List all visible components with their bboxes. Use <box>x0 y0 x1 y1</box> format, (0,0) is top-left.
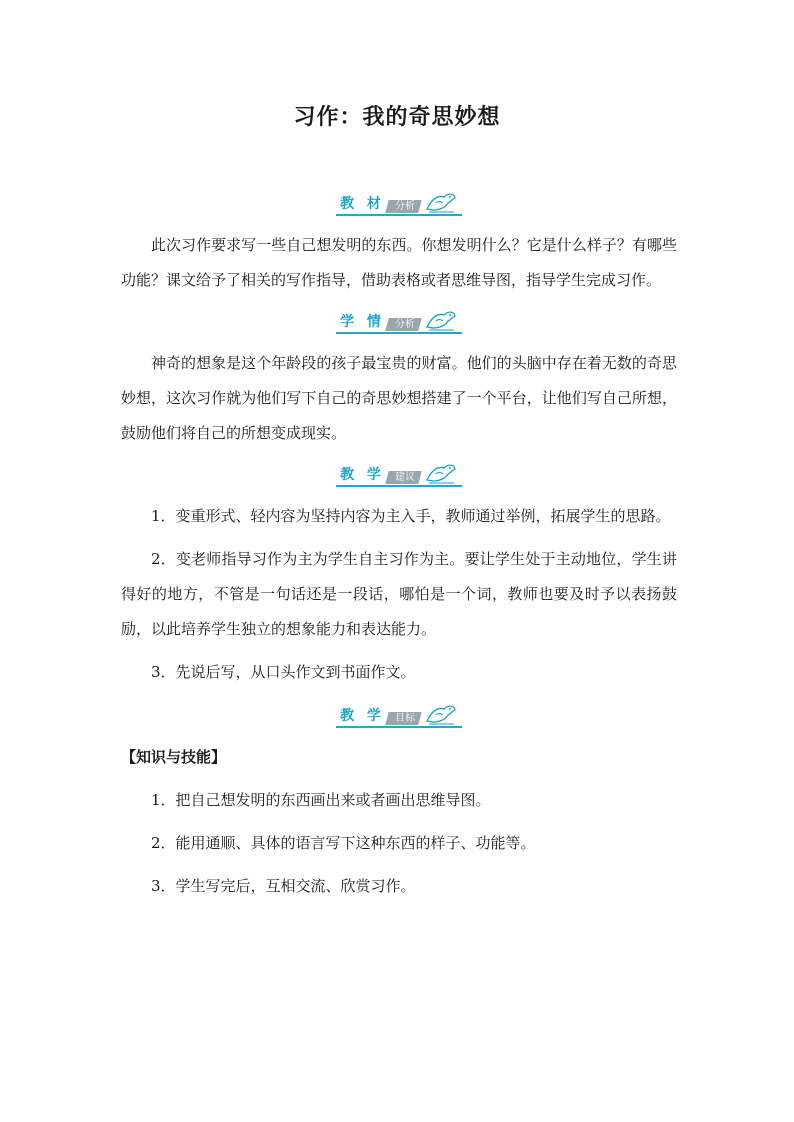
list-item: 1．把自己想发明的东西画出来或者画出思维导图。 <box>151 791 491 809</box>
section-heading-tag: 建议 <box>385 471 421 484</box>
textbook-analysis-paragraph: 此次习作要求写一些自己想发明的东西。你想发明什么？它是什么样子？有哪些功能？课文给予了相关的写作指导，借助表格或者思维导图，指导学生完成习作。 <box>121 236 677 289</box>
knowledge-skills-subheading: 【知识与技能】 <box>121 748 227 766</box>
section-heading-tag: 目标 <box>385 712 421 725</box>
document-body <box>121 186 677 912</box>
section-heading-tag: 分析 <box>385 318 421 331</box>
bird-sketch-icon <box>424 189 458 215</box>
section-heading-main: 教 学 <box>340 467 385 483</box>
bird-sketch-icon <box>424 701 458 727</box>
list-item: 3．学生写完后，互相交流、欣赏习作。 <box>151 877 416 895</box>
list-item: 2．变老师指导习作为主为学生自主习作为主。要让学生处于主动地位，学生讲得好的地方，不管是一句话还是一段话，哪怕是一个词，教师也要及时予以表扬鼓励，以此培养学生独立的想象能力和表达能力。 <box>121 550 677 638</box>
page-title: 习作：我的奇思妙想 <box>293 105 501 130</box>
section-heading-teaching-suggestions <box>329 457 469 487</box>
section-heading-tag: 分析 <box>385 200 421 213</box>
section-heading-textbook-analysis <box>329 186 469 216</box>
section-heading-teaching-goals <box>329 698 469 728</box>
bird-sketch-icon <box>424 460 458 486</box>
student-analysis-paragraph: 神奇的想象是这个年龄段的孩子最宝贵的财富。他们的头脑中存在着无数的奇思妙想，这次习作就为他们写下自己的奇思妙想搭建了一个平台，让他们写自己所想，鼓励他们将自己的所想变成现实。 <box>121 354 677 442</box>
list-item: 1．变重形式、轻内容为坚持内容为主入手，教师通过举例，拓展学生的思路。 <box>151 507 671 525</box>
section-heading-main: 教 材 <box>340 196 385 212</box>
section-heading-main: 学 情 <box>340 314 385 330</box>
list-item: 3．先说后写，从口头作文到书面作文。 <box>151 663 416 681</box>
section-heading-main: 教 学 <box>340 708 385 724</box>
section-heading-student-analysis <box>329 304 469 334</box>
bird-sketch-icon <box>424 307 458 333</box>
list-item: 2．能用通顺、具体的语言写下这种东西的样子、功能等。 <box>151 834 536 852</box>
